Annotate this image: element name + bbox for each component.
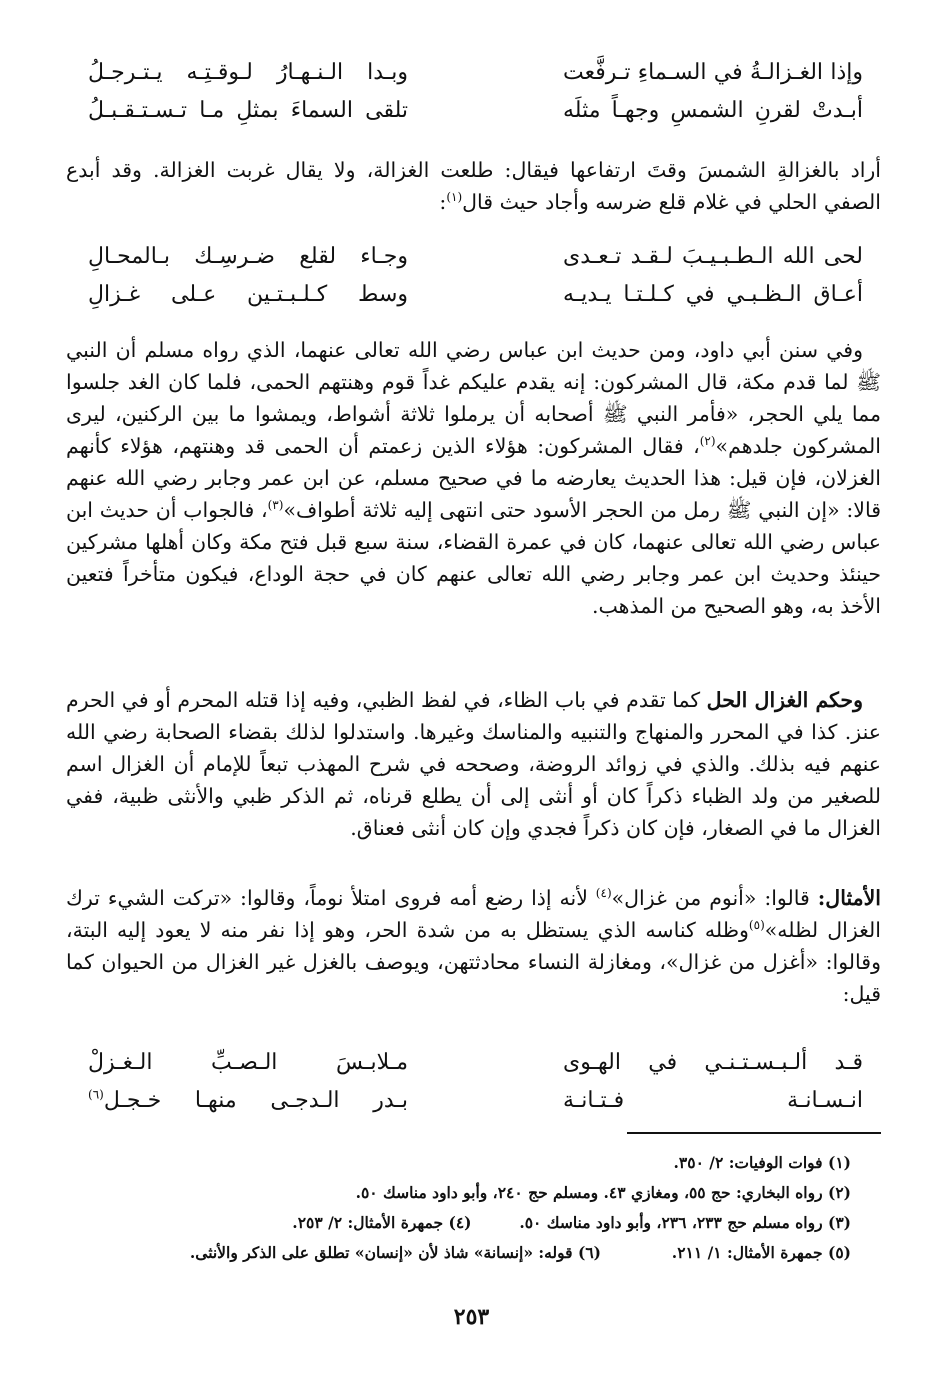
- paragraph-proverbs: [66, 882, 881, 1010]
- verse-line: [66, 276, 881, 314]
- footnote-ref: (٢): [699, 434, 716, 449]
- footnote-ref: (٦): [88, 1087, 104, 1102]
- verse-first-hemistich: انـسـانـة فـتـانـة: [563, 1088, 863, 1113]
- footnote-number: (٤): [448, 1213, 472, 1232]
- paragraph-text: :: [439, 190, 447, 214]
- footnote-text: رواه مسلم حج ٢٣٣، ٢٣٦، وأبو داود مناسك ٥٠.: [519, 1213, 823, 1232]
- footnote-text: جمهرة الأمثال: ١/ ٢١١.: [671, 1243, 823, 1262]
- verse-second-hemistich: مـلابـسَ الـصـبِّ الـغـزلْ: [88, 1050, 408, 1075]
- verse-second-hemistich: تلقى السماءَ بمثلِ مـا تـسـتـقـبـلُ: [88, 98, 408, 123]
- footnote-number: (١): [827, 1153, 851, 1172]
- footnote-text: رواه البخاري: حج ٥٥، ومغازي ٤٣. ومسلم حج ٢٤٠، وأبو داود مناسك ٥٠.: [355, 1183, 823, 1202]
- footnote-number: (٥): [827, 1243, 851, 1262]
- paragraph-text: وظله كناسه الذي يستظل به من شدة الحر، وهو إذا نفر منه لا يعود إليه البتة، وقالوا: «أغزل من غزال»، ومغازلة النساء محادثتهن، ويوصف بالغزل غير الغزال من الحيوان كما قيل:: [66, 918, 881, 1006]
- page-number: ٢٥٣: [453, 1304, 490, 1330]
- verse-second-hemistich: وجـاء لقلع ضـرسِـك بـالمحـالِ: [88, 244, 408, 269]
- paragraph-hadith: [66, 334, 881, 622]
- verse-line: [66, 238, 881, 276]
- paragraph-heading: وحكم الغزال الحل: [706, 688, 864, 712]
- footnote-ref: (٣): [267, 498, 284, 513]
- footnote: [472, 1208, 852, 1238]
- verse-line: [66, 54, 881, 92]
- verse-line: [66, 92, 881, 130]
- footnote-ref: (١): [446, 190, 463, 205]
- paragraph-text: ، فقال المشركون: هؤلاء الذين زعمتم أن الحمى قد وهنتهم، هؤلاء كأنهم الغزلان، فإن قيل: هذا الحديث يعارضه ما في صحيح مسلم، عن ابن عمر وجابر رضي الله عنهم قالا: «إن النبي ﷺ رمل من الحجر الأسود حتى انتهى إليه ثلاثة أطواف»: [66, 434, 881, 522]
- footnote: [92, 1178, 851, 1208]
- paragraph-text: أراد بالغزالةِ الشمسَ وقتَ ارتفاعها فيقال: طلعت الغزالة، ولا يقال غربت الغزالة. وقد أبدع الصفي الحلي في غلام قلع ضرسه وأجاد حيث قال: [66, 158, 881, 214]
- poem-1: [66, 54, 881, 130]
- verse-second-hemistich: وبـدا الـنـهـارُ لـوقـتِـه يـتـرجـلُ: [88, 60, 408, 85]
- verse-line: [66, 1082, 881, 1120]
- footnote-number: (٦): [577, 1243, 601, 1262]
- poem-3: [66, 1044, 881, 1120]
- verse-first-hemistich: وإذا الغـزالـةُ في السـماءِ تـرفَّعت: [563, 60, 863, 85]
- verse-first-hemistich: لحى الله الـطـبـيـبَ لـقـد تـعـدى: [563, 244, 863, 269]
- footnote-ref: (٥): [748, 918, 765, 933]
- footnote: [92, 1208, 472, 1238]
- paragraph-text: كما تقدم في باب الظاء، في لفظ الظبي، وفيه إذا قتله المحرم أو في الحرم عنز. كذا في المحرر والمنهاج والتنبيه والمناسك وغيرها. واستدلوا لذلك بقضاء الصحابة رضي الله عنهم فيه بذلك. والذي في زوائد الروضة، وصححه في شرح المهذب تبعاً للإمام أن الغزال اسم للصغير من ولد الظباء ذكراً كان أو أنثى إلى أن يطلع قرناه، ثم الذكر ظبي والأنثى ظبية، ففي الغزال ما في الصغار، فإن كان ذكراً فجدي وإن كان أنثى فعناق.: [66, 688, 881, 840]
- footnote: [601, 1238, 851, 1268]
- footnote-text: جمهرة الأمثال: ٢/ ٢٥٣.: [292, 1213, 444, 1232]
- footnote-number: (٢): [827, 1183, 851, 1202]
- paragraph-text: ، فالجواب أن حديث ابن عباس رضي الله تعالى عنهما، كان في عمرة القضاء، سنة سبع قبل فتح مكة وكان أهلها مشركين حينئذ وحديث ابن عمر وجابر رضي الله تعالى عنهم كان في حجة الوداع، فيكون متأخراً فتعين الأخذ به، وهو الصحيح من المذهب.: [66, 498, 881, 618]
- verse-second-hemistich: [88, 1082, 408, 1120]
- footnote-pair: [92, 1238, 851, 1268]
- footnote-number: (٣): [827, 1213, 851, 1232]
- verse-text: بـدر الـدجـى منهـا خـجـل: [103, 1088, 408, 1113]
- paragraph-ruling: [66, 684, 881, 844]
- footnote-divider: [627, 1132, 881, 1134]
- paragraph-ghazala-sun: [66, 154, 881, 218]
- paragraph-text: وفي سنن أبي داود، ومن حديث ابن عباس رضي الله تعالى عنهما، الذي رواه مسلم أن النبي ﷺ لما قدم مكة، قال المشركون: إنه يقدم عليكم غداً قوم وهنتهم الحمى، فلما كان الغد جلسوا مما يلي الحجر، «فأمر النبي ﷺ أصحابه أن يرملوا ثلاثة أشواط، ويمشوا ما بين الركنين، ليرى المشركون جلدهم»: [66, 338, 881, 458]
- verse-first-hemistich: أعـاق الـظـبـي في كـلـتـا يـديـه: [563, 282, 863, 307]
- paragraph-heading: الأمثال:: [817, 886, 881, 910]
- paragraph-text: قالوا: «أنوم من غزال»: [611, 886, 818, 910]
- footnote: [92, 1238, 601, 1268]
- verse-first-hemistich: أبـدتْ لقرنِ الشمسِ وجهـاً مثلَه: [563, 98, 863, 123]
- footnote-pair: [92, 1208, 851, 1238]
- footnote-text: قوله: «إنسانة» شاذ لأن «إنسان» تطلق على الذكر والأنثى.: [189, 1243, 573, 1262]
- paragraph-text: لأنه إذا رضع أمه فروى امتلأ نوماً، وقالوا: «تركت الشيء ترك الغزال لظله»: [66, 886, 881, 942]
- verse-first-hemistich: قـد ألـبـسـتـنـي في الهـوى: [563, 1050, 863, 1075]
- footnote-text: فوات الوفيات: ٢/ ٣٥٠.: [673, 1153, 823, 1172]
- verse-line: [66, 1044, 881, 1082]
- footnotes: [92, 1148, 851, 1268]
- footnote: [92, 1148, 851, 1178]
- poem-2: [66, 238, 881, 314]
- verse-second-hemistich: وسط كـلـبـتـين عـلى غـزالِ: [88, 282, 408, 307]
- footnote-ref: (٤): [595, 886, 612, 901]
